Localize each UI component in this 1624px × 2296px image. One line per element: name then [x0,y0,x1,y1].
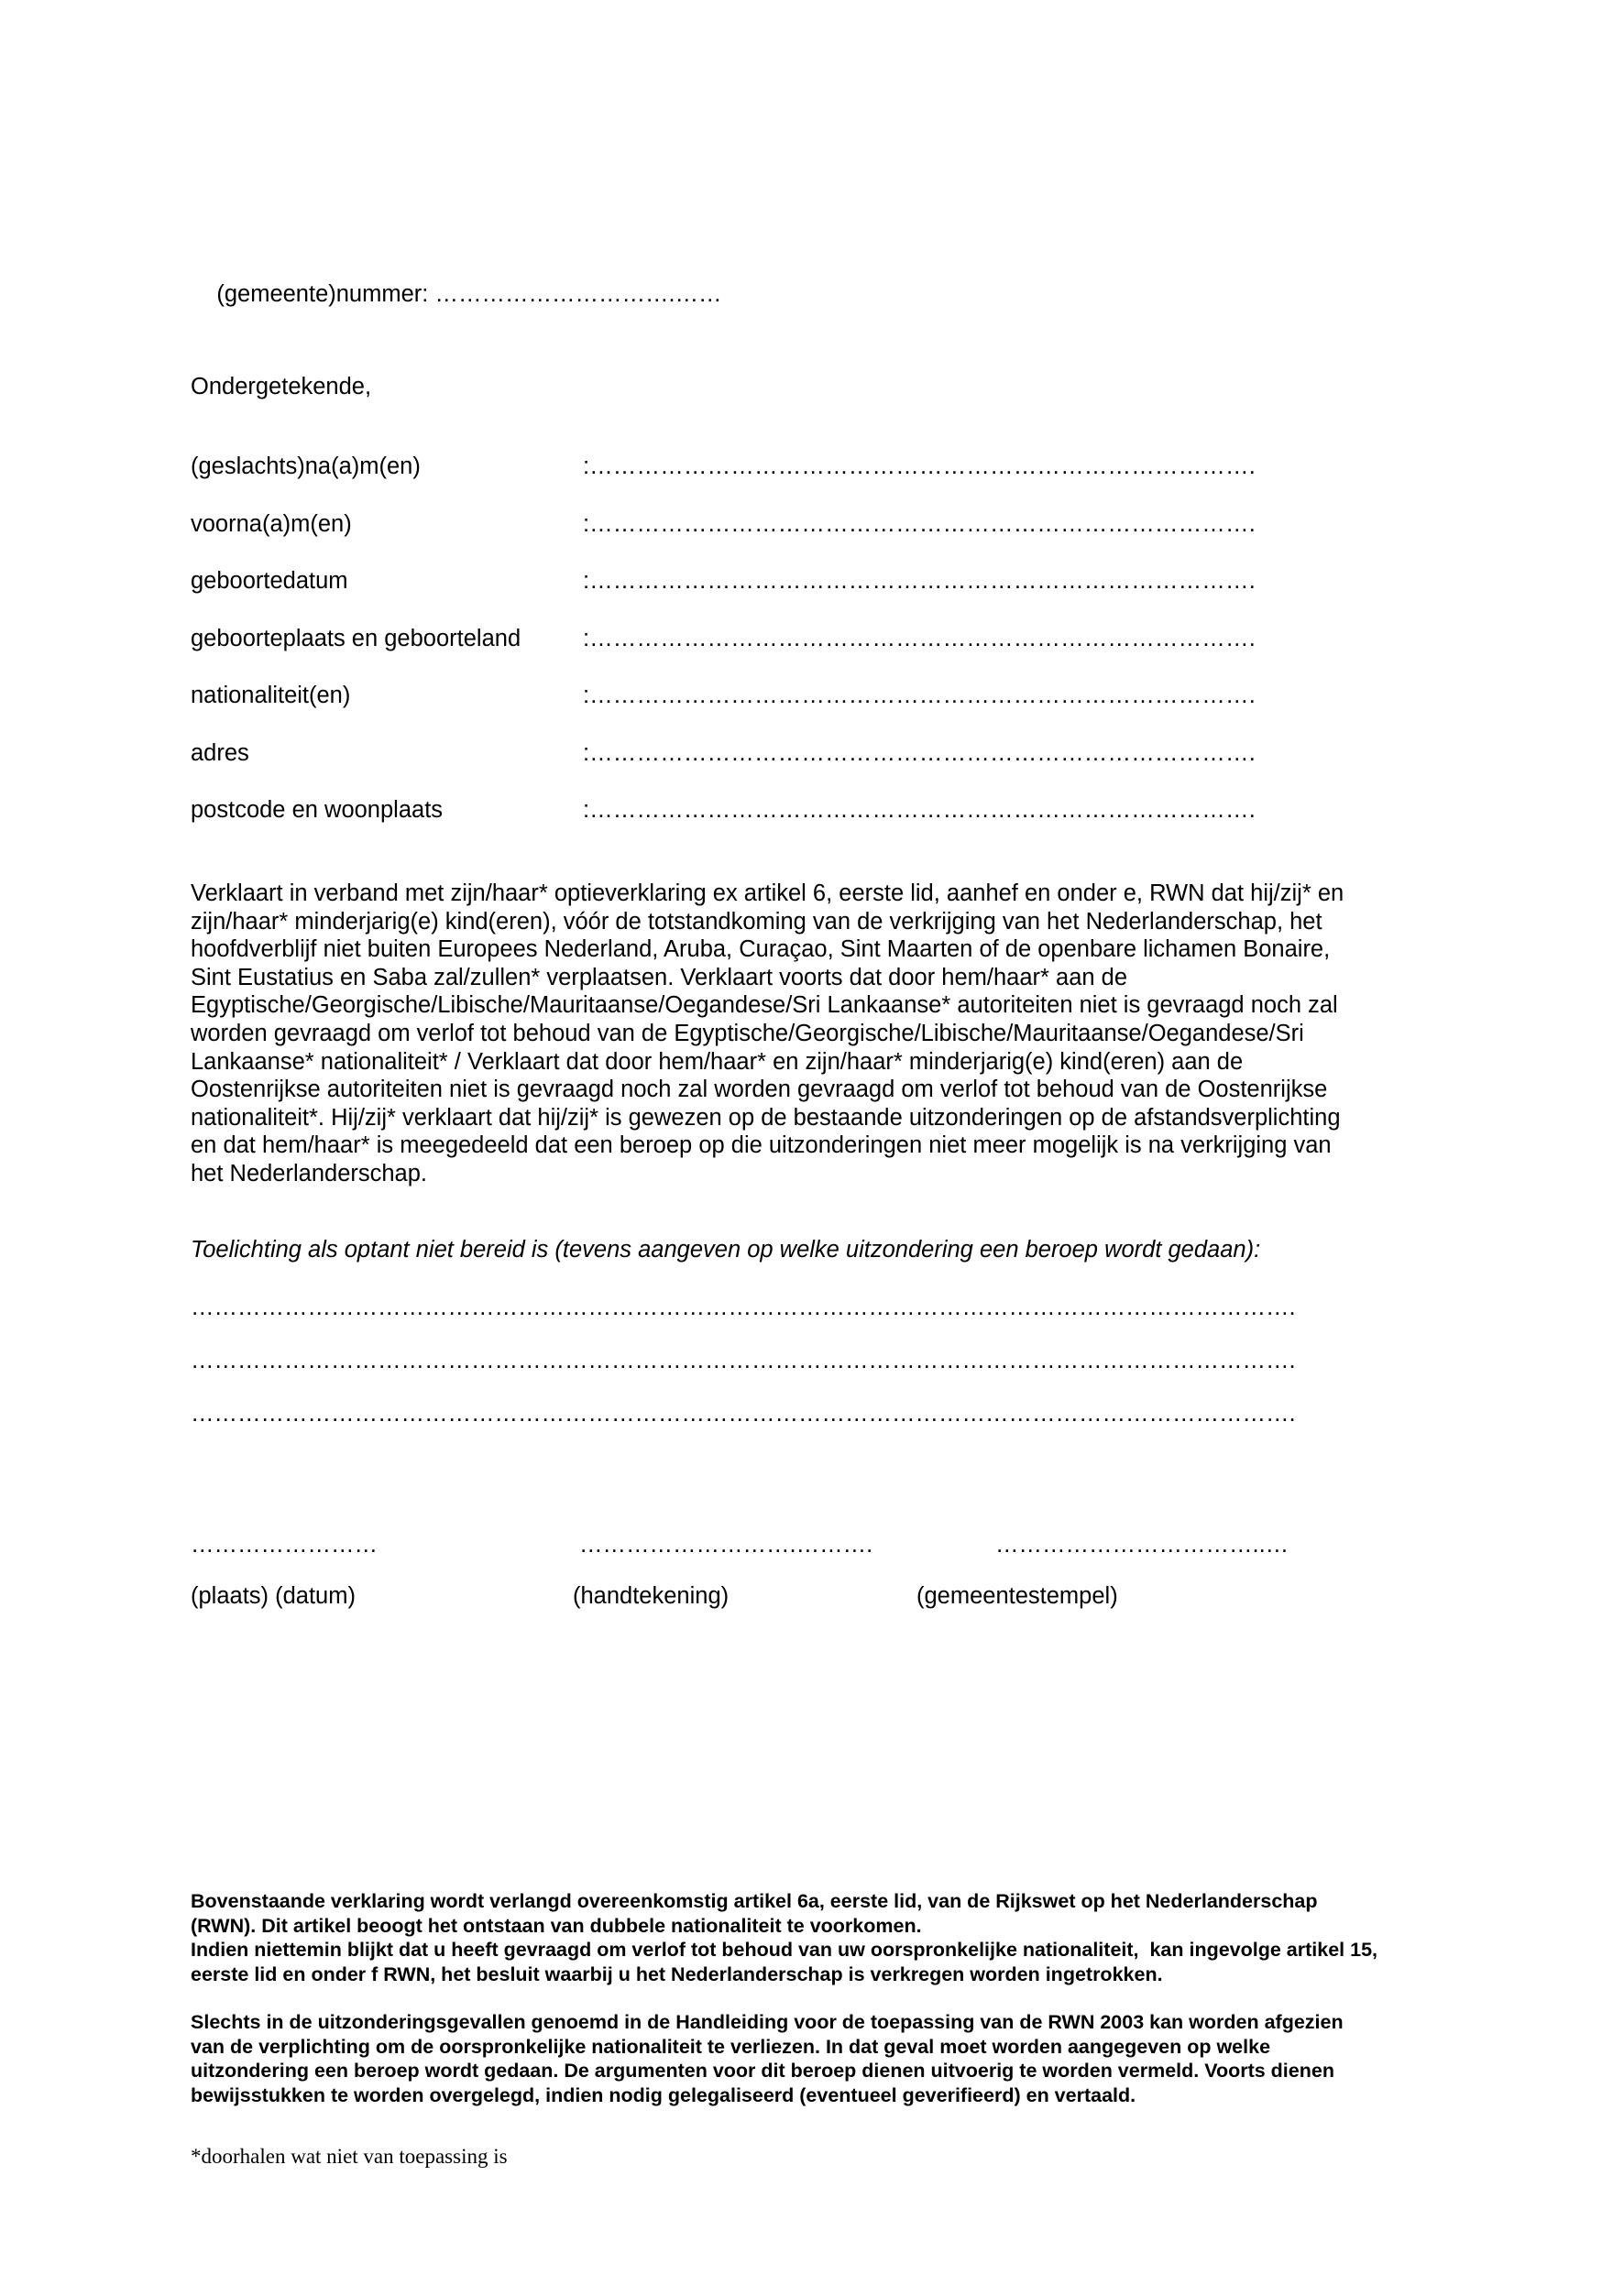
declaration-line: Sint Eustatius en Saba zal/zullen* verplaatsen. Verklaart voorts dat door hem/haar* aan de [191,964,1128,990]
field-row [191,626,1474,683]
declaration-line: Verklaart in verband met zijn/haar* optieverklaring ex artikel 6, eerste lid, aanhef en onder e, RWN dat hij/zij* en [191,880,1344,906]
declaration-line: zijn/haar* minderjarig(e) kind(eren), vóór de totstandkoming van de verkrijging van het Nederlanderschap, het [191,908,1322,935]
field-separator: : [583,625,590,651]
field-input-dots[interactable]: …………………………………………………………………………. [589,510,1256,537]
municipal-stamp-label: (gemeentestempel) [916,1583,1118,1609]
answer-line[interactable]: ……………………………………………………………………………………………………………………………. [191,1401,1296,1427]
answer-line[interactable]: ……………………………………………………………………………………………………………………………. [191,1295,1296,1320]
field-separator: : [583,739,590,766]
footer-note-line: van de verplichting om de oorspronkelijke nationaliteit te verliezen. In dat geval moet worden aangegeven op welke [191,2035,1271,2058]
place-date-dots[interactable]: …………………… [191,1532,378,1558]
place-date-label: (plaats) (datum) [191,1583,356,1609]
field-label: (geslachts)na(a)m(en) [191,454,421,479]
field-separator: : [583,797,590,823]
footer-note-line: Slechts in de uitzonderingsgevallen genoemd in de Handleiding voor de toepassing van de RWN 2003 kan worden afgezien [191,2011,1344,2033]
field-label: postcode en woonplaats [191,797,444,823]
declaration-line: worden gevraagd om verlof tot behoud van de Egyptische/Georgische/Libische/Mauritaanse/Oegandese/Sri [191,1020,1304,1046]
field-separator: : [583,568,590,594]
declaration-paragraph [191,880,1454,1188]
field-row [191,511,1474,569]
field-input-dots[interactable]: …………………………………………………………………………. [589,797,1256,823]
footer-note-line: bewijsstukken te worden overgelegd, indien nodig gelegaliseerd (eventueel geverifieerd) en vertaald. [191,2083,1136,2106]
field-input-dots[interactable]: …………………………………………………………………………. [589,454,1256,479]
legal-footer-notes [191,1889,1474,2107]
field-separator: : [583,510,590,537]
field-row [191,683,1474,740]
field-separator: : [583,454,590,479]
asterisk-footnote: *doorhalen wat niet van toepassing is [191,2145,508,2168]
signature-label: (handtekening) [573,1583,730,1609]
field-label: geboortedatum [191,568,348,594]
municipal-stamp-dots[interactable]: ……………………………..… [995,1532,1289,1558]
declaration-line: Oostenrijkse autoriteiten niet is gevraagd noch zal worden gevraagd om verlof tot behoud van de Oostenrijkse [191,1077,1328,1103]
declaration-line: Lankaanse* nationaliteit* / Verklaart dat door hem/haar* en zijn/haar* minderjarig(e) kind(eren) aan de [191,1048,1244,1075]
field-input-dots[interactable]: …………………………………………………………………………. [589,625,1256,651]
field-row [191,797,1474,855]
toelichting-prompt: Toelichting als optant niet bereid is (tevens aangeven op welke uitzondering een beroep wordt gedaan): [191,1237,1261,1263]
field-label: geboorteplaats en geboorteland [191,625,521,651]
declaration-line: nationaliteit*. Hij/zij* verklaart dat hij/zij* is gewezen op de bestaande uitzonderingen op de afstandsverplichting [191,1104,1341,1131]
declaration-line: en dat hem/haar* is meegedeeld dat een beroep op die uitzonderingen niet meer mogelijk is na verkrijging van [191,1132,1332,1159]
footer-note-line: uitzondering een beroep wordt gedaan. De argumenten voor dit beroep dienen uitvoerig te worden vermeld. Voorts dienen [191,2060,1334,2082]
field-row [191,454,1474,511]
field-input-dots[interactable]: …………………………………………………………………………. [589,739,1256,766]
field-input-dots[interactable]: …………………………………………………………………………. [589,683,1256,708]
field-separator: : [583,683,590,708]
gemeente-number-dots: ………………………….…… [428,281,722,307]
field-label: voorna(a)m(en) [191,510,352,537]
field-row [191,568,1474,626]
declaration-line: hoofdverblijf niet buiten Europees Nederland, Aruba, Curaçao, Sint Maarten of de openbare lichamen Bonaire, [191,936,1331,963]
gemeente-number-row [191,255,722,334]
salutation: Ondergetekende, [191,374,372,399]
footer-note-line: (RWN). Dit artikel beoogt het ontstaan van dubbele nationaliteit te voorkomen. [191,1914,922,1937]
field-row [191,740,1474,798]
signature-dots[interactable]: ……………………….………. [579,1532,873,1558]
footer-paragraph-gap [191,1986,1474,2010]
gemeente-number-label: (gemeente)nummer: [216,281,429,307]
declaration-line: het Nederlanderschap. [191,1160,428,1186]
footer-note-line: Indien niettemin blijkt dat u heeft gevraagd om verlof tot behoud van uw oorspronkelijke nationaliteit, kan ingevolge artikel 15, [191,1939,1378,1961]
footer-note-line: Bovenstaande verklaring wordt verlangd overeenkomstig artikel 6a, eerste lid, van de Rijkswet op het Nederlanderschap [191,1890,1318,1912]
declaration-line: Egyptische/Georgische/Libische/Mauritaanse/Oegandese/Sri Lankaanse* autoriteiten niet is gevraagd noch zal [191,992,1338,1019]
footer-note-line: eerste lid en onder f RWN, het besluit waarbij u het Nederlanderschap is verkregen worden ingetrokken. [191,1963,1163,1985]
field-label: adres [191,739,249,766]
field-label: nationaliteit(en) [191,683,351,708]
field-input-dots[interactable]: …………………………………………………………………………. [589,568,1256,594]
toelichting-answer-area [191,1295,1474,1454]
answer-line[interactable]: ……………………………………………………………………………………………………………………………. [191,1348,1296,1373]
personal-details-fields [191,454,1474,855]
